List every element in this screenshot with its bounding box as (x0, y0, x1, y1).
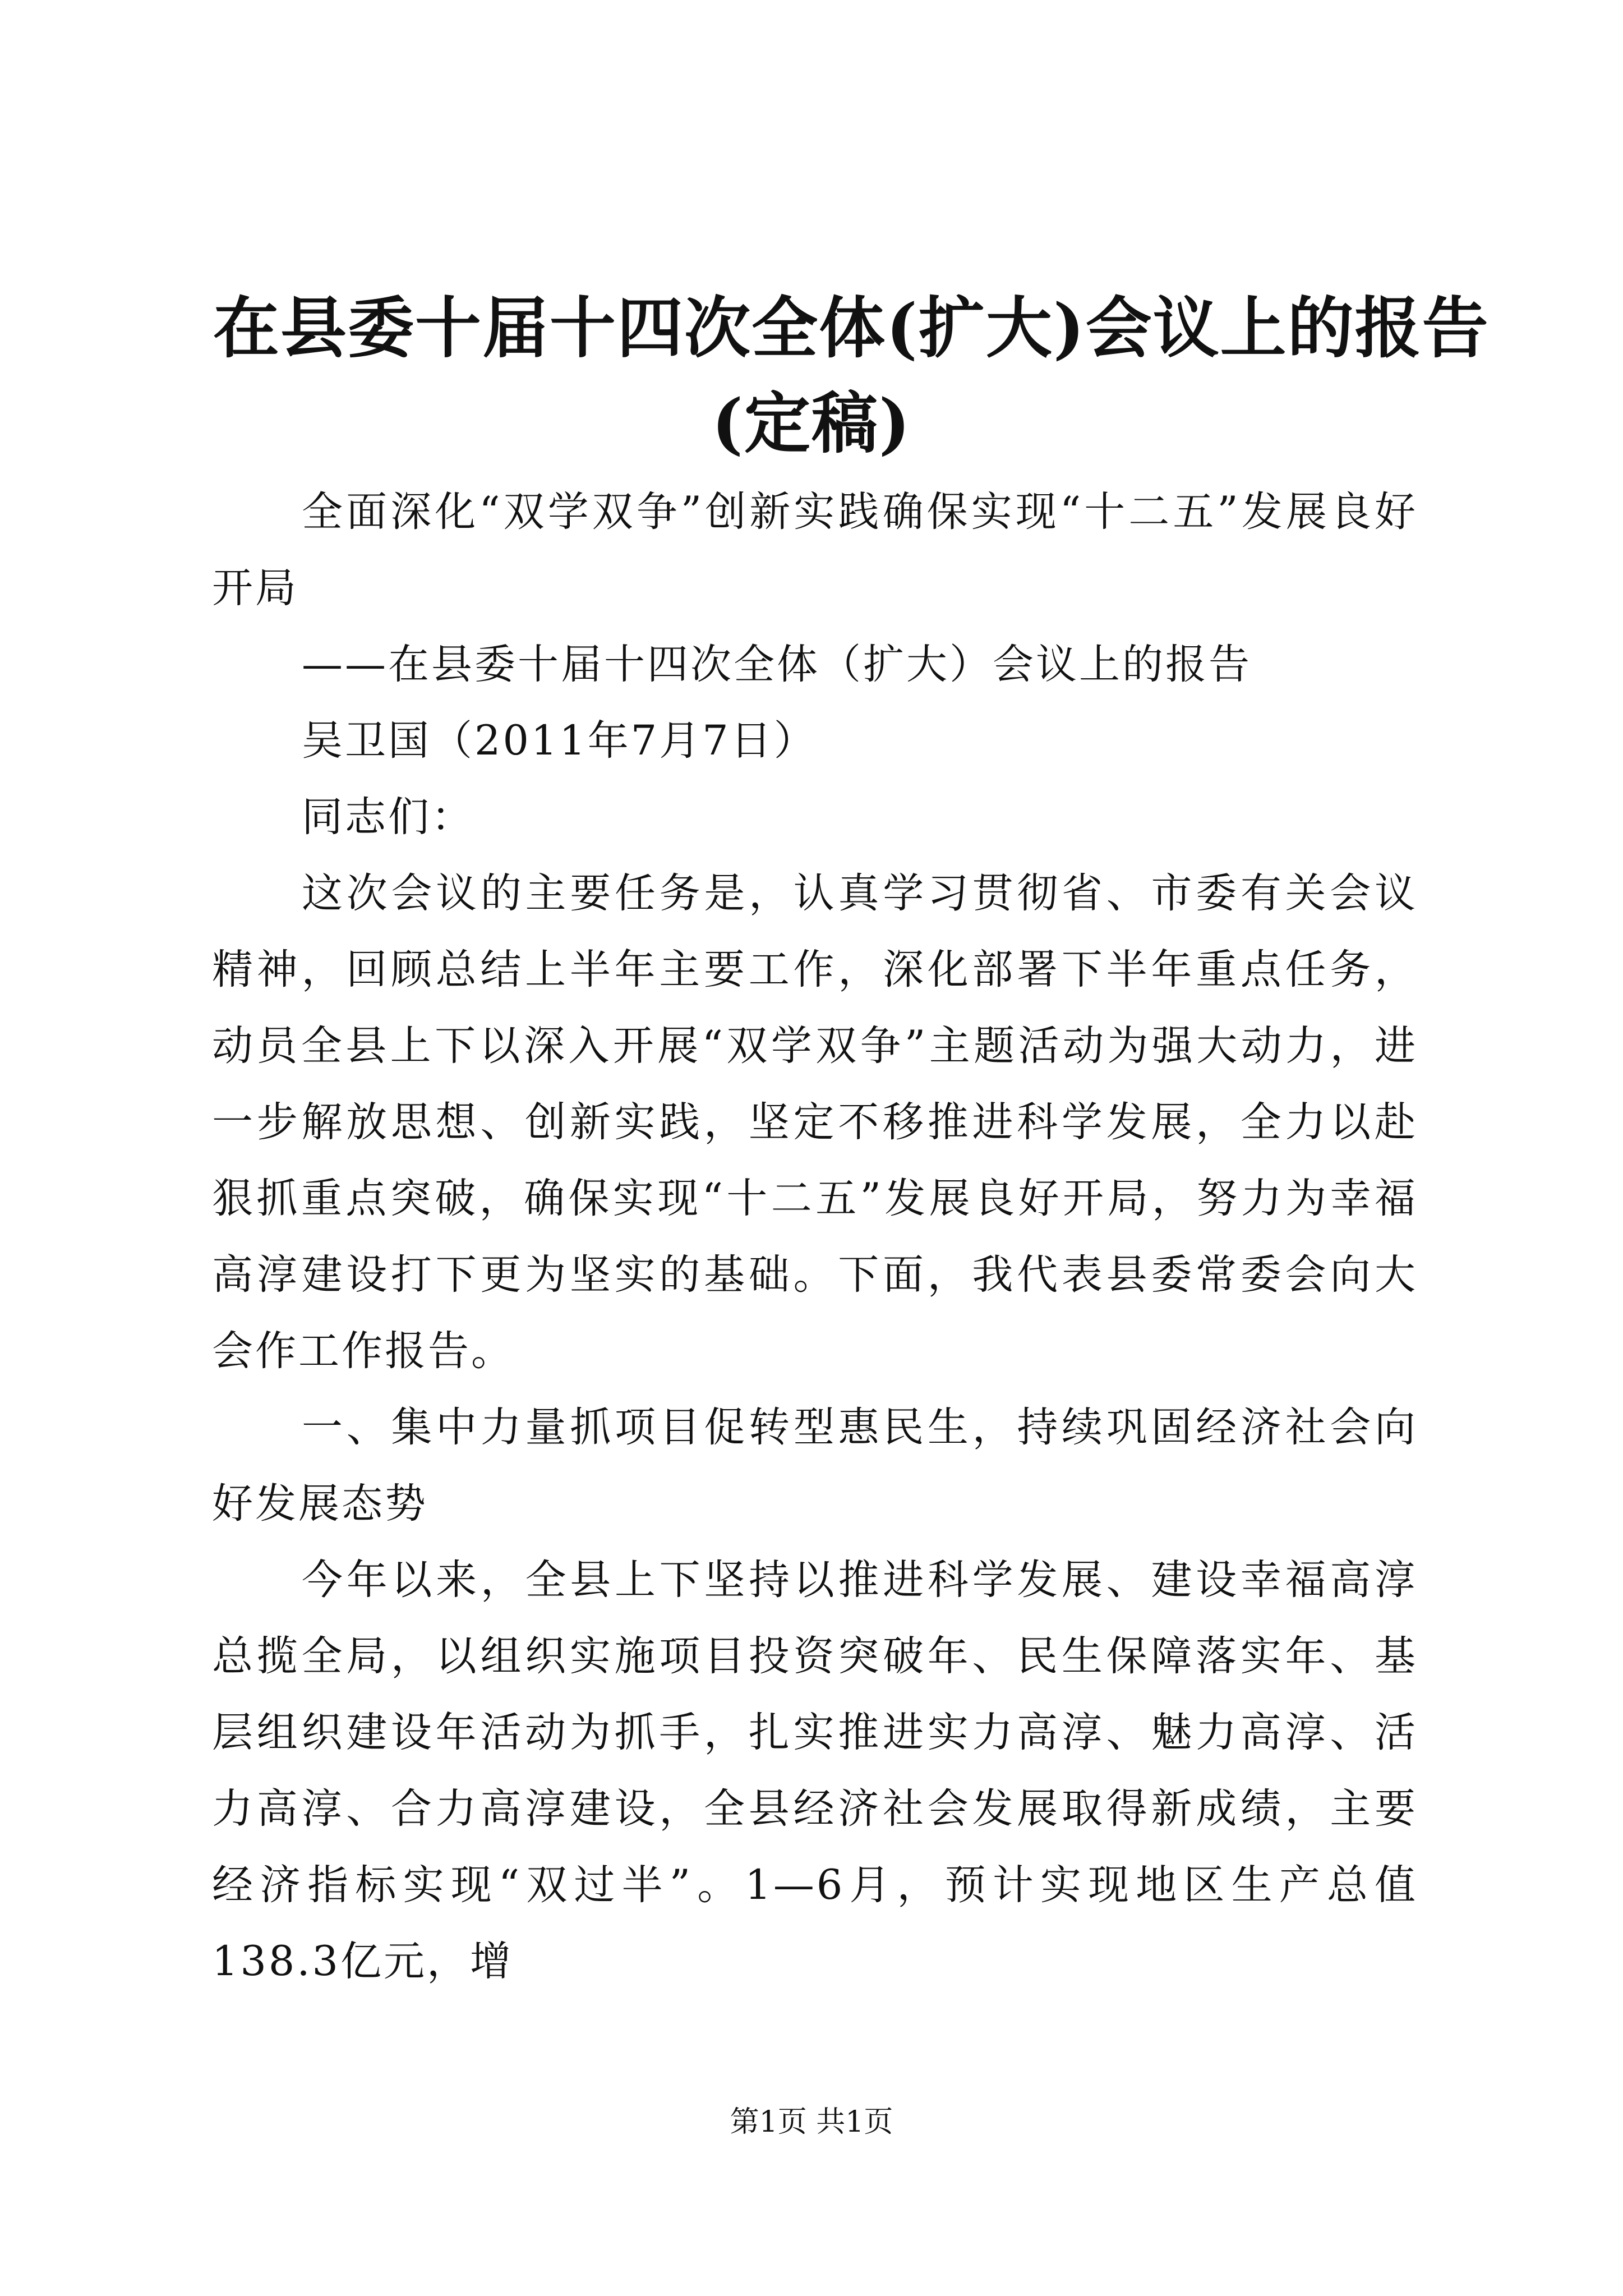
author-line: 吴卫国（2011年7月7日） (302, 717, 817, 765)
body-paragraph: 这次会议的主要任务是，认真学习贯彻省、市委有关会议精神，回顾总结上半年主要工作，深化部署下半年重点任务，动员全县上下以深入开展“双学双争”主题活动为强大动力，进一步解放思想、创新实践，坚定不移推进科学发展，全力以赴狠抓重点突破，确保实现“十二五”发展良好开局，努力为幸福高淳建设打下更为坚实的基础。下面，我代表县委常委会向大会作工作报告。 (212, 869, 1418, 1375)
salutation: 同志们： (302, 793, 474, 841)
section-heading: 一、集中力量抓项目促转型惠民生，持续巩固经济社会向好发展态势 (212, 1404, 1418, 1527)
title-line-2: (定稿) (712, 384, 911, 462)
title-line-1: 在县委十届十四次全体(扩大)会议上的报告 (213, 289, 1490, 367)
report-heading: 全面深化“双学双争”创新实践确保实现“十二五”发展良好开局 (212, 488, 1418, 612)
document-body (212, 474, 1418, 2000)
document-title (213, 280, 1490, 471)
body-paragraph: 今年以来，全县上下坚持以推进科学发展、建设幸福高淳总揽全局，以组织实施项目投资突破年、民生保障落实年、基层组织建设年活动为抓手，扎实推进实力高淳、魅力高淳、活力高淳、合力高淳建设，全县经济社会发展取得新成绩，主要经济指标实现“双过半”。1—6月，预计实现地区生产总值138.3亿元，增 (212, 1556, 1418, 1985)
page-footer: 第1页 共1页 (730, 2105, 893, 2139)
report-subtitle: ——在县委十届十四次全体（扩大）会议上的报告 (302, 641, 1252, 688)
